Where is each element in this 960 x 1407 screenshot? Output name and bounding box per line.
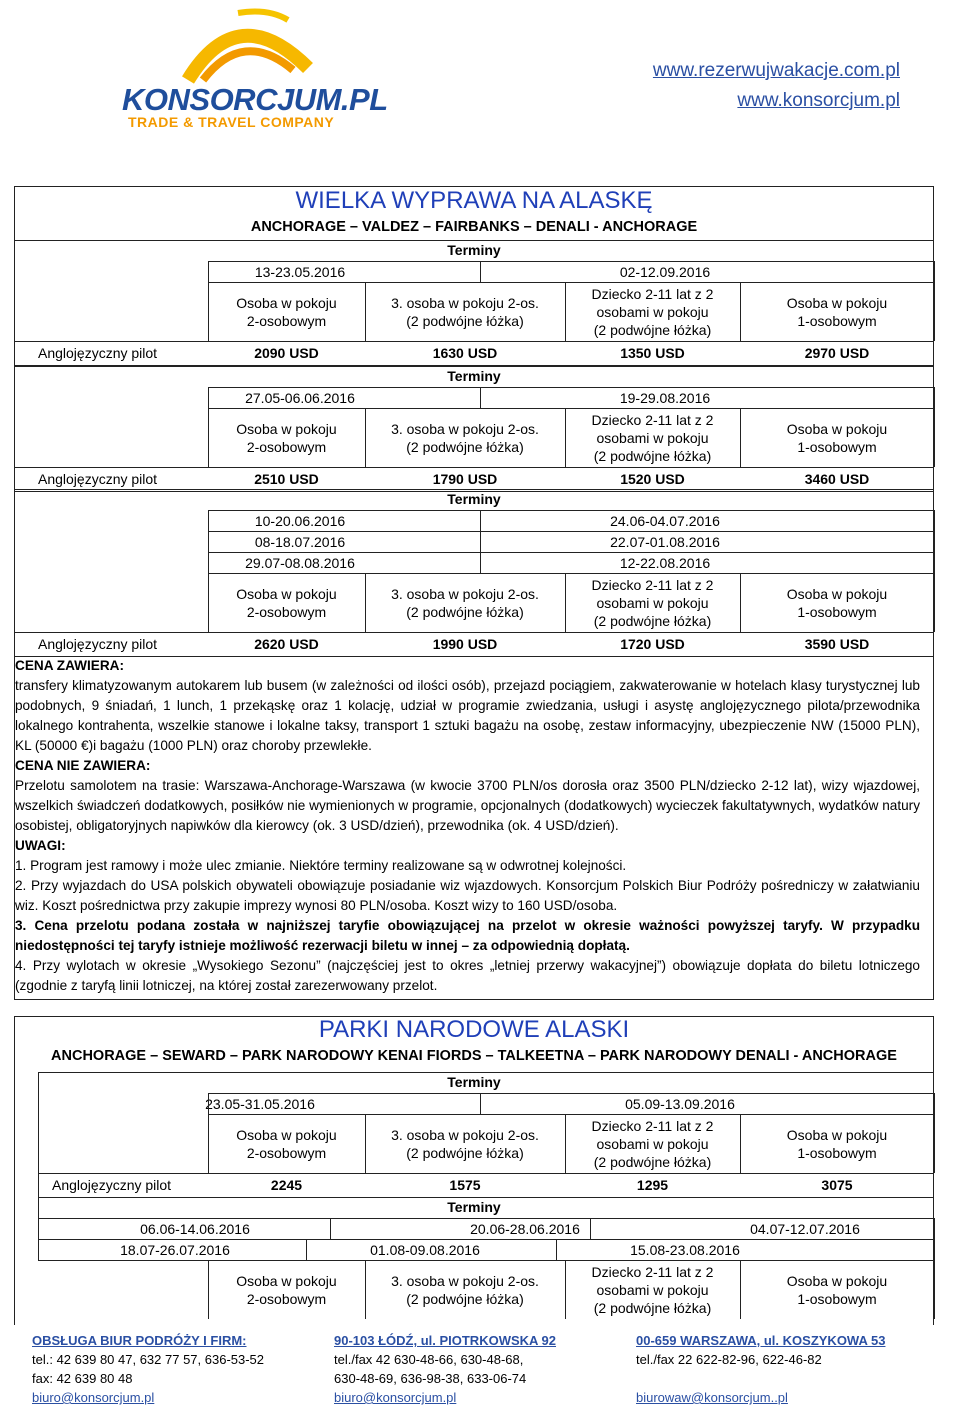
table-rule xyxy=(38,1072,39,1197)
col-head-double-2: 2-osobowym xyxy=(246,603,327,620)
table-rule xyxy=(365,1114,366,1173)
note-1: 1. Program jest ramowy i może ulec zmianie. Niektóre terminy realizowane są w odwrotnej kolejności. xyxy=(15,858,627,873)
footer-lodz-phone-1: tel./fax 42 630-48-66, 630-48-68, xyxy=(334,1352,524,1367)
price-cell: 2510 USD xyxy=(254,471,319,487)
col-head-double: Osoba w pokoju xyxy=(236,585,337,602)
col-head-single: Osoba w pokoju xyxy=(786,420,888,437)
table-rule xyxy=(14,632,934,633)
price-cell: 1520 USD xyxy=(620,471,685,487)
table-rule xyxy=(934,387,935,408)
price-cell: 1350 USD xyxy=(620,345,685,361)
table-rule xyxy=(590,1218,591,1239)
col-head-third: 3. osoba w pokoju 2-os. xyxy=(391,294,539,311)
price-cell: 1295 xyxy=(636,1177,669,1193)
col-head-third: 3. osoba w pokoju 2-os. xyxy=(391,420,539,437)
tour1-subtitle: ANCHORAGE – VALDEZ – FAIRBANKS – DENALI - ANCHORAGE xyxy=(250,219,698,235)
table-rule xyxy=(365,1260,366,1319)
col-head-child-3: (2 podwójne łóżka) xyxy=(593,1299,712,1316)
col-head-child: Dziecko 2-11 lat z 2 xyxy=(591,285,714,302)
price-cell: 1990 USD xyxy=(432,636,498,652)
table-rule xyxy=(38,1197,39,1260)
footer-warsaw-phone: tel./fax 22 622-82-96, 622-46-82 xyxy=(636,1352,822,1367)
col-head-child-2: osobami w pokoju xyxy=(596,1281,709,1298)
table-rule xyxy=(934,1218,935,1260)
col-head-double: Osoba w pokoju xyxy=(236,294,337,311)
date-range: 12-22.08.2016 xyxy=(619,555,711,571)
date-range: 29.07-08.08.2016 xyxy=(245,555,355,571)
col-head-single-2: 1-osobowym xyxy=(797,1290,877,1307)
price-cell: 3460 USD xyxy=(804,471,870,487)
col-head-third-2: (2 podwójne łóżka) xyxy=(406,438,524,455)
price-cell: 1720 USD xyxy=(620,636,685,652)
col-head-third-2: (2 podwójne łóżka) xyxy=(406,1290,524,1307)
date-range: 02-12.09.2016 xyxy=(619,264,711,280)
price-includes-section xyxy=(15,656,920,996)
terminy-label: Terminy xyxy=(447,1199,501,1215)
table-rule xyxy=(208,1093,209,1114)
col-head-double-2: 2-osobowym xyxy=(246,438,327,455)
table-rule xyxy=(14,467,934,468)
col-head-double: Osoba w pokoju xyxy=(236,420,337,437)
table-rule xyxy=(208,573,934,574)
date-range: 19-29.08.2016 xyxy=(619,390,711,406)
col-head-child-2: osobami w pokoju xyxy=(596,303,709,320)
col-head-single-2: 1-osobowym xyxy=(797,438,877,455)
pilot-label: Anglojęzyczny pilot xyxy=(52,1177,172,1193)
terminy-label: Terminy xyxy=(447,368,501,384)
table-rule xyxy=(330,1218,331,1239)
col-head-third: 3. osoba w pokoju 2-os. xyxy=(391,585,539,602)
footer-email-2[interactable]: biuro@konsorcjum.pl xyxy=(334,1390,457,1405)
logo-tagline: TRADE & TRAVEL COMPANY xyxy=(128,114,335,130)
table-rule xyxy=(934,573,935,632)
price-cell: 1630 USD xyxy=(432,345,498,361)
table-rule xyxy=(208,1114,934,1115)
table-rule xyxy=(38,1239,934,1240)
col-head-child-2: osobami w pokoju xyxy=(596,594,709,611)
table-rule xyxy=(208,261,934,262)
price-cell: 3075 xyxy=(821,1177,853,1193)
incl-text: transfery klimatyzowanym autokarem lub busem (w zależności od ilości osób), przejazd pociągiem, zakwaterowanie w hotelach klasy turystycznej lub podobnych, 9 śniadań, 1 lunch, 1 przekąskę oraz 1 kolację, udział w programie zwiedzania, usługi i asystę anglojęzycznego pilota/przewodnika lokalnego kontrahenta, wszelkie stanowe i lokalne taksy, transport 1 sztuki bagażu na osobę, zestaw informacyjny, ubezpieczenie NW (15000 PLN), KL (50000 €)i bagażu (1000 PLN) oraz choroby przewlekłe. xyxy=(15,678,920,753)
price-cell: 3590 USD xyxy=(804,636,870,652)
table-rule xyxy=(934,282,935,341)
footer-lodz-phone-2: 630-48-69, 636-98-38, 633-06-74 xyxy=(334,1371,527,1386)
col-head-third: 3. osoba w pokoju 2-os. xyxy=(391,1126,539,1143)
table-rule xyxy=(740,573,741,632)
col-head-double-2: 2-osobowym xyxy=(246,1290,327,1307)
tour2-title: PARKI NARODOWE ALASKI xyxy=(318,1016,630,1043)
table-rule xyxy=(208,510,934,511)
table-rule xyxy=(208,387,934,388)
table-rule xyxy=(208,552,934,553)
table-rule xyxy=(480,387,481,408)
date-range: 15.08-23.08.2016 xyxy=(630,1242,740,1258)
table-rule xyxy=(565,282,566,341)
table-rule xyxy=(740,408,741,467)
footer-fax: fax: 42 639 80 48 xyxy=(32,1371,133,1386)
table-rule xyxy=(740,1260,741,1319)
table-rule xyxy=(208,261,209,282)
date-range: 24.06-04.07.2016 xyxy=(610,513,720,529)
note-2: 2. Przy wyjazdach do USA polskich obywateli obowiązuje posiadanie wiz wjazdowych. Konsorcjum Polskich Biur Podróży pośredniczy w załatwianiu wiz. Koszt pośrednictwa przy zakupie imprezy wynosi 80 PLN/osoba. Koszt wizy to 160 USD/osoba. xyxy=(15,878,920,913)
url-konsorcjum[interactable]: www.konsorcjum.pl xyxy=(737,90,900,111)
col-head-single-2: 1-osobowym xyxy=(797,1144,877,1161)
footer-email-3[interactable]: biurowaw@konsorcjum..pl xyxy=(636,1390,788,1405)
col-head-child-3: (2 podwójne łóżka) xyxy=(593,612,712,629)
footer-warsaw-address: 00-659 WARSZAWA, ul. KOSZYKOWA 53 xyxy=(636,1333,886,1348)
footer-col-1 xyxy=(32,1331,332,1407)
price-cell: 2090 USD xyxy=(254,345,319,361)
table-rule xyxy=(208,408,934,409)
col-head-child-3: (2 podwójne łóżka) xyxy=(593,1153,712,1170)
price-cell: 1790 USD xyxy=(432,471,498,487)
note-3: 3. Cena przelotu podana została w najniższej taryfie obowiązującej na przelot w okresie ważności powyższej taryfy. W przypadku niedostępności tej taryfy istnieje możliwość rezerwacji biletu w innej – za odpowiednią dopłatą. xyxy=(15,918,920,953)
col-head-single: Osoba w pokoju xyxy=(786,294,888,311)
date-range: 13-23.05.2016 xyxy=(254,264,346,280)
footer-col-2 xyxy=(334,1331,634,1407)
table-rule xyxy=(934,261,935,282)
footer-col-3 xyxy=(636,1331,936,1407)
price-cell: 2620 USD xyxy=(254,636,319,652)
table-rule xyxy=(208,510,209,573)
url-rezerwujwakacje[interactable]: www.rezerwujwakacje.com.pl xyxy=(652,60,900,81)
table-rule xyxy=(565,408,566,467)
table-rule xyxy=(38,1260,934,1261)
note-4: 4. Przy wylotach w okresie „Wysokiego Sezonu” (najczęściej jest to okres „letniej przerwy wakacyjnej”) obowiązuje dopłata do biletu lotniczego (zgodnie z taryfą linii lotniczej, na której został zarezerwowany przelot. xyxy=(15,958,920,993)
date-range: 06.06-14.06.2016 xyxy=(140,1221,250,1237)
date-range: 01.08-09.08.2016 xyxy=(370,1242,480,1258)
table-rule xyxy=(208,531,934,532)
col-head-child-3: (2 podwójne łóżka) xyxy=(593,447,712,464)
table-rule xyxy=(208,1260,209,1319)
table-rule xyxy=(565,573,566,632)
table-rule xyxy=(934,510,935,573)
table-rule xyxy=(565,1260,566,1319)
table-rule xyxy=(208,573,209,632)
col-head-child-2: osobami w pokoju xyxy=(596,1135,709,1152)
col-head-child-3: (2 podwójne łóżka) xyxy=(593,321,712,338)
table-rule xyxy=(365,282,366,341)
col-head-third-2: (2 podwójne łóżka) xyxy=(406,1144,524,1161)
date-range: 22.07-01.08.2016 xyxy=(610,534,720,550)
col-head-double-2: 2-osobowym xyxy=(246,1144,327,1161)
pilot-label: Anglojęzyczny pilot xyxy=(38,345,158,361)
col-head-child: Dziecko 2-11 lat z 2 xyxy=(591,1117,714,1134)
col-head-double-2: 2-osobowym xyxy=(246,312,327,329)
table-rule xyxy=(208,1093,934,1094)
table-rule xyxy=(365,573,366,632)
table-rule xyxy=(208,387,209,408)
price-cell: 1575 xyxy=(449,1177,481,1193)
col-head-third-2: (2 podwójne łóżka) xyxy=(406,603,524,620)
pilot-label: Anglojęzyczny pilot xyxy=(38,636,158,652)
col-head-child-2: osobami w pokoju xyxy=(596,429,709,446)
logo-name: KONSORCJUM.PL xyxy=(122,82,388,117)
col-head-third-2: (2 podwójne łóżka) xyxy=(406,312,524,329)
table-rule xyxy=(38,1218,934,1219)
terminy-label: Terminy xyxy=(447,242,501,258)
price-cell: 2970 USD xyxy=(804,345,870,361)
table-rule xyxy=(934,408,935,467)
col-head-double: Osoba w pokoju xyxy=(236,1126,337,1143)
col-head-child: Dziecko 2-11 lat z 2 xyxy=(591,1263,714,1280)
table-rule xyxy=(740,1114,741,1173)
table-rule xyxy=(38,1173,934,1174)
incl-heading: CENA ZAWIERA: xyxy=(15,658,124,673)
table-rule xyxy=(365,408,366,467)
price-cell: 2245 xyxy=(270,1177,303,1193)
table-rule xyxy=(740,282,741,341)
table-rule xyxy=(14,341,934,342)
tour1-title: WIELKA WYPRAWA NA ALASKĘ xyxy=(295,187,653,214)
date-range: 23.05-31.05.2016 xyxy=(205,1096,315,1112)
footer-office-heading: OBSŁUGA BIUR PODRÓŻY I FIRM: xyxy=(32,1333,247,1348)
date-range: 20.06-28.06.2016 xyxy=(470,1221,580,1237)
footer-lodz-address: 90-103 ŁÓDŹ, ul. PIOTRKOWSKA 92 xyxy=(334,1333,557,1348)
pilot-label: Anglojęzyczny pilot xyxy=(38,471,158,487)
table-rule xyxy=(556,1239,557,1260)
table-rule xyxy=(480,261,481,282)
col-head-single: Osoba w pokoju xyxy=(786,585,888,602)
col-head-third: 3. osoba w pokoju 2-os. xyxy=(391,1272,539,1289)
date-range: 10-20.06.2016 xyxy=(254,513,346,529)
table-rule xyxy=(480,510,481,573)
table-rule xyxy=(934,1093,935,1114)
excl-text: Przelotu samolotem na trasie: Warszawa-Anchorage-Warszawa (w kwocie 3700 PLN/os dorosła oraz 3500 PLN/dziecko 2-12 lat), wizy wjazdowej, wszelkich świadczeń dodatkowych, posiłków nie wymienionych w programie, opcjonalnych (dodatkowych) wycieczek fakultatywnych, wydatków natury osobistej, obligatoryjnych napiwków dla kierowcy (ok. 3 USD/dzień), przewodnika (ok. 4 USD/dzień). xyxy=(15,778,920,833)
table-rule xyxy=(208,408,209,467)
table-rule xyxy=(480,1093,481,1114)
date-range: 27.05-06.06.2016 xyxy=(245,390,355,406)
table-rule xyxy=(934,1260,935,1319)
date-range: 18.07-26.07.2016 xyxy=(120,1242,230,1258)
date-range: 08-18.07.2016 xyxy=(254,534,346,550)
table-rule xyxy=(208,282,209,341)
notes-heading: UWAGI: xyxy=(15,838,66,853)
table-rule xyxy=(208,1114,209,1173)
table-rule xyxy=(306,1239,307,1260)
col-head-single-2: 1-osobowym xyxy=(797,603,877,620)
footer-email-1[interactable]: biuro@konsorcjum.pl xyxy=(32,1390,155,1405)
col-head-single: Osoba w pokoju xyxy=(786,1272,888,1289)
col-head-single: Osoba w pokoju xyxy=(786,1126,888,1143)
date-range: 04.07-12.07.2016 xyxy=(750,1221,860,1237)
table-rule xyxy=(208,282,934,283)
col-head-single-2: 1-osobowym xyxy=(797,312,877,329)
col-head-child: Dziecko 2-11 lat z 2 xyxy=(591,576,714,593)
date-range: 05.09-13.09.2016 xyxy=(625,1096,735,1112)
sun-logo-icon xyxy=(118,8,348,88)
col-head-double: Osoba w pokoju xyxy=(236,1272,337,1289)
table-rule xyxy=(934,1114,935,1173)
excl-heading: CENA NIE ZAWIERA: xyxy=(15,758,151,773)
col-head-child: Dziecko 2-11 lat z 2 xyxy=(591,411,714,428)
terminy-label: Terminy xyxy=(447,1074,501,1090)
terminy-label: Terminy xyxy=(447,491,501,507)
footer-phone: tel.: 42 639 80 47, 632 77 57, 636-53-52 xyxy=(32,1352,265,1367)
table-rule xyxy=(565,1114,566,1173)
tour2-subtitle: ANCHORAGE – SEWARD – PARK NARODOWY KENAI FIORDS – TALKEETNA – PARK NARODOWY DENALI - ANCHORAGE xyxy=(51,1048,897,1064)
